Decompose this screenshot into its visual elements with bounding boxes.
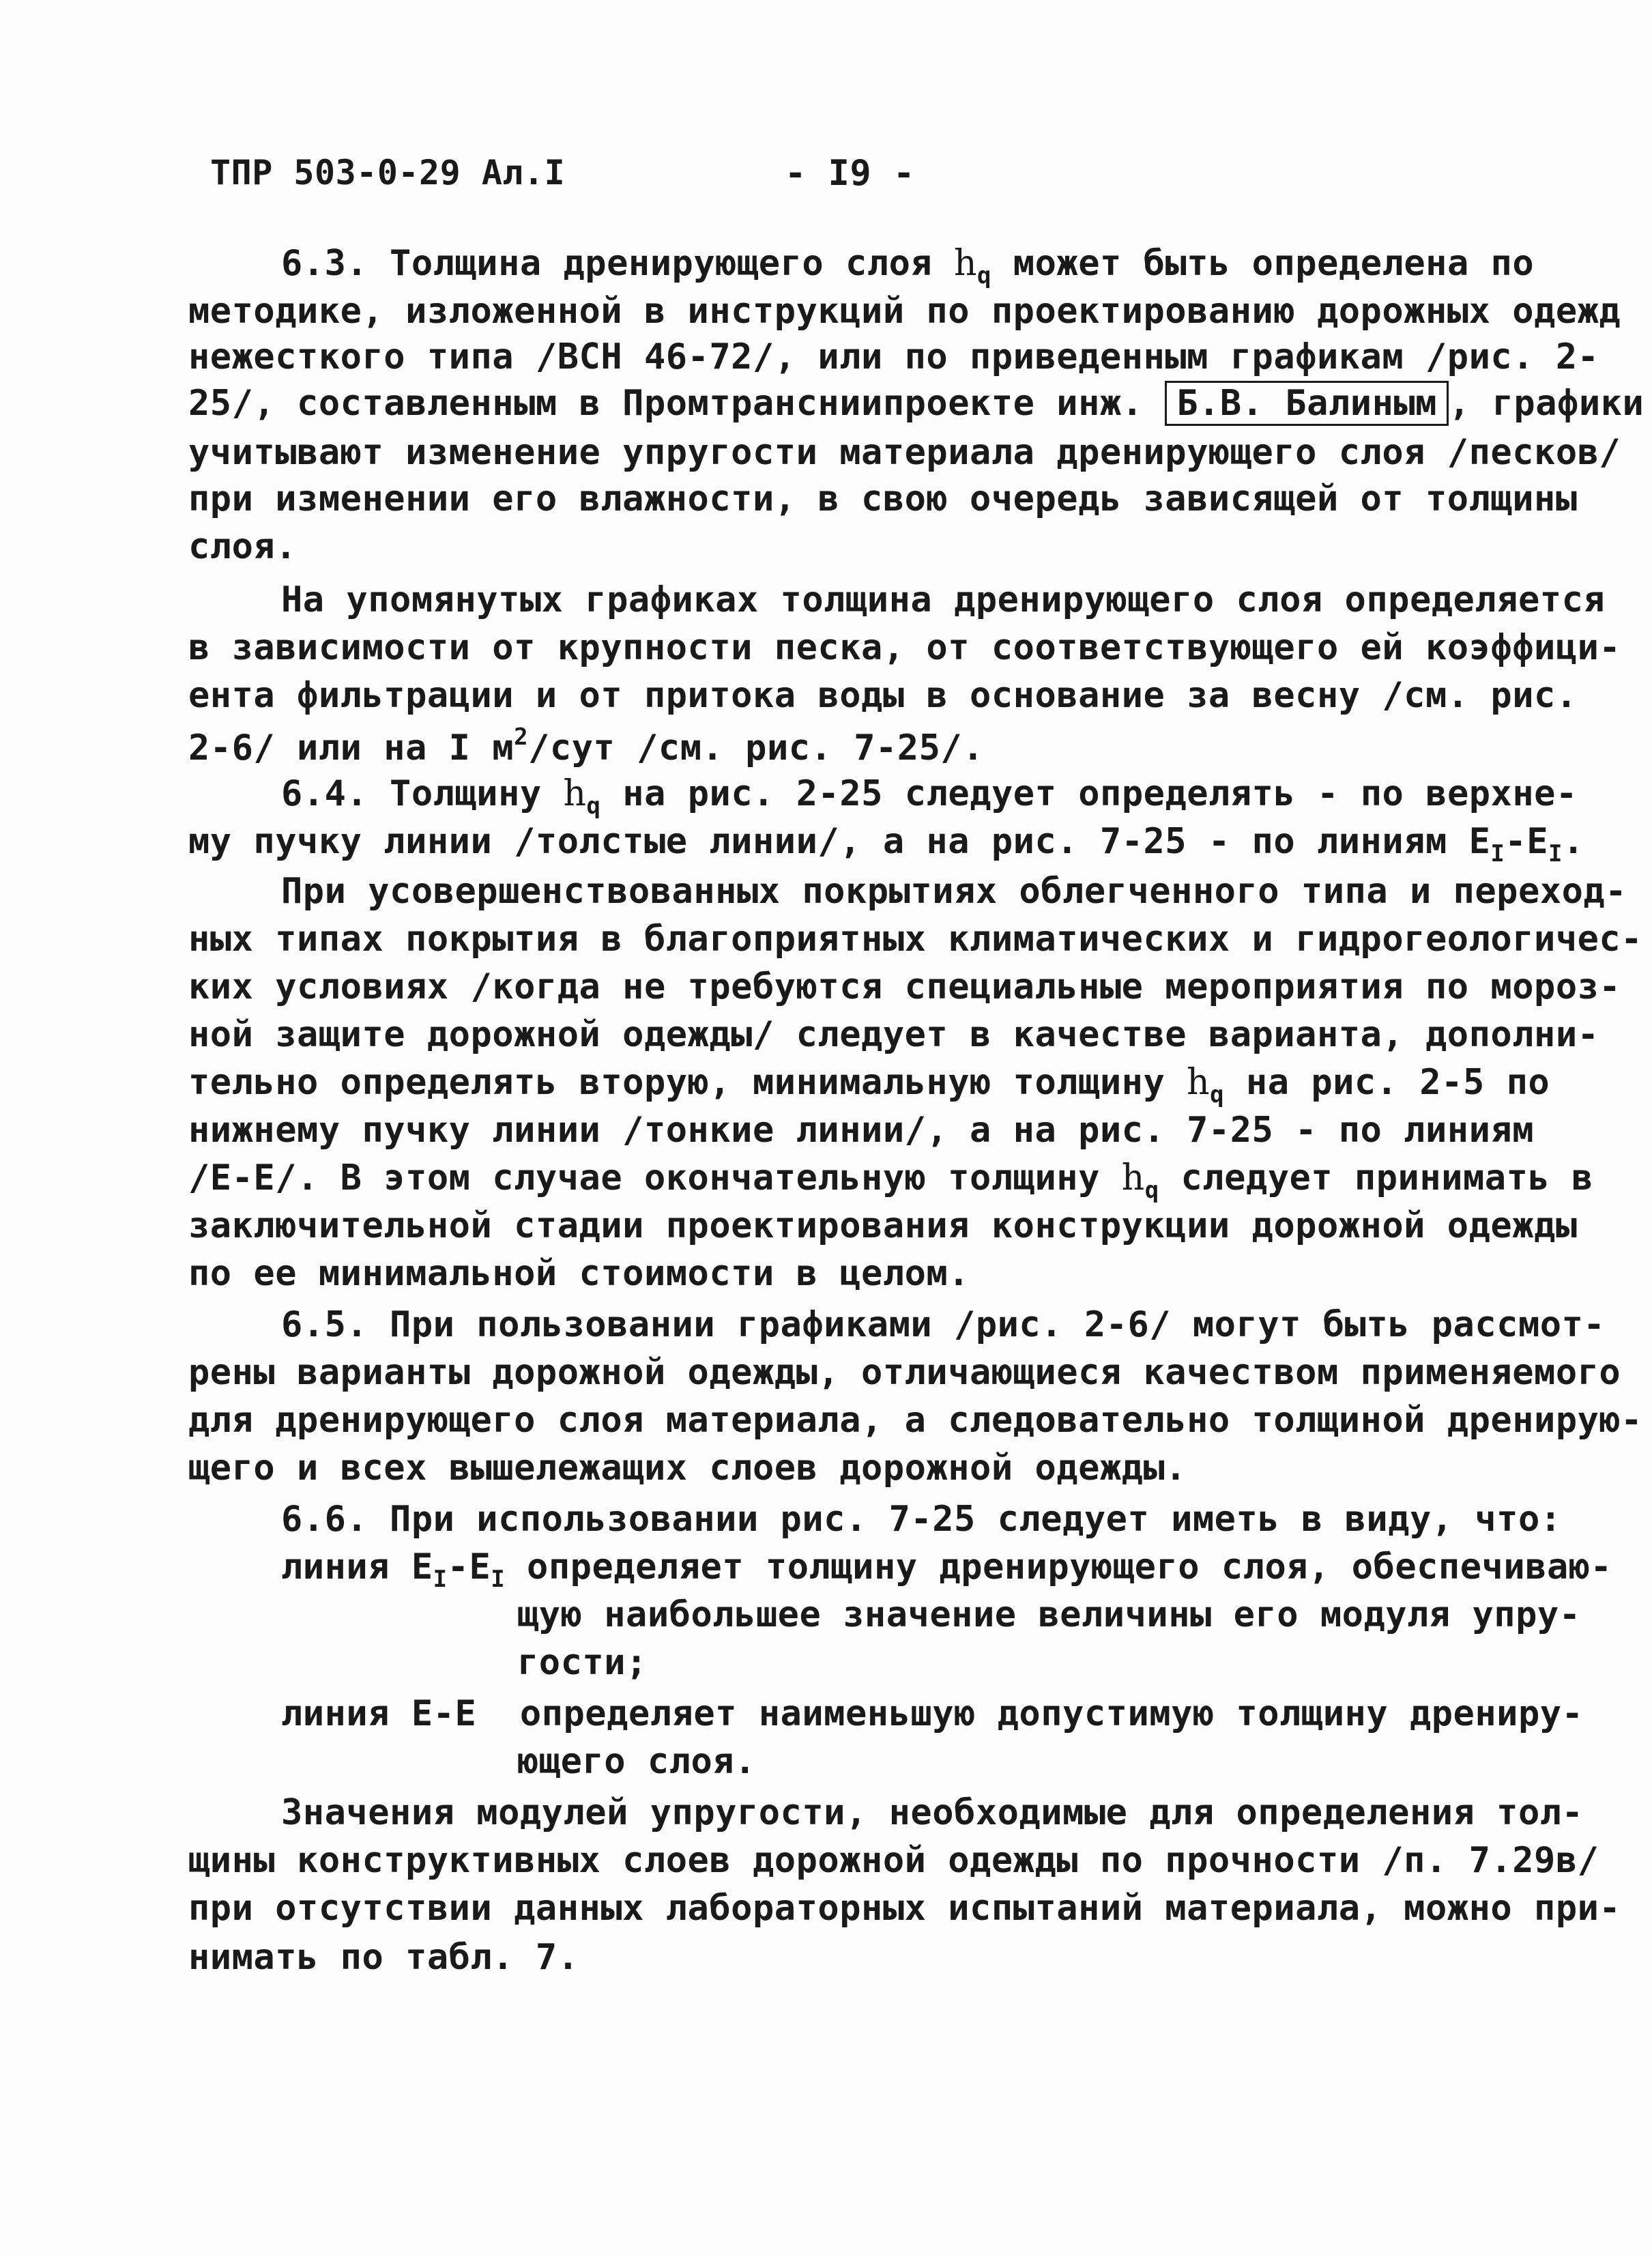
line-text: на рис. 2-5 по [1224,1062,1550,1103]
text-line [188,478,1578,519]
text-line [517,1741,756,1782]
line-text: щую наибольшее значение величины его модуля упру- [517,1594,1581,1635]
line-text: /Е-Е/. В этом случае окончательную толщину [188,1158,1122,1198]
subscript: q [977,262,991,289]
line-text: может быть определена по [991,243,1535,284]
line-text: в зависимости от крупности песка, от соответствующего ей коэффици- [188,627,1621,668]
subscript: q [586,792,601,820]
line-text: слоя. [188,526,298,567]
line-text: При усовершенствованных покрытиях облегченного типа и переход- [281,871,1627,912]
symbol-h: h [954,243,978,284]
text-line [188,675,1578,716]
text-line [188,1840,1599,1881]
text-line [188,1937,579,1978]
text-line [188,1253,970,1294]
line-text: -E [1505,821,1549,862]
line-text: тельно определять вторую, минимальную толщину [188,1062,1187,1103]
line-text: нимать по табл. 7. [188,1937,579,1978]
text-line [188,526,298,567]
line-text: методике, изложенной в инструкций по проектированию дорожных одежд [188,291,1621,332]
text-line [188,336,1599,377]
text-line [188,291,1621,332]
line-text: учитывают изменение упругости материала дренирующего слоя /песков/ [188,432,1621,473]
text-line [188,1160,1593,1202]
text-line [281,1792,1584,1833]
text-line [188,1110,1535,1151]
text-line [188,627,1621,668]
subscript: I [1490,840,1505,867]
text-line [188,919,1643,960]
subscript: I [1548,840,1563,867]
text-line [281,773,1578,820]
text-line [281,1693,1584,1734]
line-text: 6.4. Толщину [281,773,564,814]
line-text: 25/, составленным в Промтрансниипроекте инж. [188,383,1165,424]
text-line [188,966,1621,1007]
line-text: щего и всех вышележащих слоев дорожной одежды. [188,1448,1187,1489]
line-text: -E [447,1547,491,1587]
line-text: рены варианты дорожной одежды, отличающиеся качеством применяемого [188,1352,1621,1393]
line-text: 2-6/ или на I м [188,728,515,768]
text-line [281,243,1535,289]
line-text: ента фильтрации и от притока воды в основание за весну /см. рис. [188,675,1578,716]
line-text: по ее минимальной стоимости в целом. [188,1253,970,1294]
subscript: I [433,1566,448,1593]
line-text: ных типах покрытия в благоприятных климатических и гидрогеологичес- [188,919,1643,960]
line-text: . [1563,821,1584,862]
line-text: ких условиях /когда не требуются специальные мероприятия по мороз- [188,966,1621,1007]
text-line [281,579,1606,620]
text-line [281,1304,1606,1345]
line-text: На упомянутых графиках толщина дренирующего слоя определяется [281,579,1606,620]
subscript: q [1144,1177,1159,1204]
line-text: ющего слоя. [517,1741,756,1782]
page-number: - I9 - [785,153,915,194]
line-text: нежесткого типа /ВСН 46-72/, или по приведенным графикам /рис. 2- [188,336,1599,377]
line-text: линия E [281,1547,433,1587]
superscript: 2 [514,723,529,751]
line-text: при отсутствии данных лабораторных испытаний материала, можно при- [188,1888,1621,1929]
text-line [188,1400,1643,1441]
symbol-h: h [1187,1062,1211,1103]
text-line [188,1888,1621,1929]
text-line [188,1062,1550,1108]
line-text: ной защите дорожной одежды/ следует в качестве варианта, дополни- [188,1014,1599,1055]
text-line [188,821,1584,867]
symbol-h: h [1121,1158,1145,1198]
line-text: щины конструктивных слоев дорожной одежды по прочности /п. 7.29в/ [188,1840,1599,1881]
line-text: 6.3. Толщина дренирующего слоя [281,243,955,284]
line-text: определяет толщину дренирующего слоя, обеспечиваю- [505,1547,1612,1587]
text-line [517,1594,1581,1635]
line-text: /сут /см. рис. 7-25/. [528,728,985,768]
line-text: нижнему пучку линии /тонкие линии/, а на рис. 7-25 - по линиям [188,1110,1535,1151]
line-text: Значения модулей упругости, необходимые для определения тол- [281,1792,1584,1833]
line-text: 6.5. При пользовании графиками /рис. 2-6/ могут быть рассмот- [281,1304,1606,1345]
line-text: на рис. 2-25 следует определять - по верхне- [600,773,1578,814]
line-text: му пучку линии /толстые линии/, а на рис. 7-25 - по линиям E [188,821,1491,862]
text-line [188,432,1621,473]
boxed-name: Б.В. Балиным [1165,381,1449,426]
text-line [188,1014,1599,1055]
line-text: при изменении его влажности, в свою очередь зависящей от толщины [188,478,1578,519]
text-line [281,1499,1562,1540]
text-line [188,1448,1187,1489]
text-line [188,1352,1621,1393]
line-text: , графики [1449,383,1644,424]
line-text: для дренирующего слоя материала, а следовательно толщиной дренирую- [188,1400,1643,1441]
text-line [188,725,984,766]
symbol-h: h [563,773,587,814]
text-line [281,871,1627,912]
line-text: гости; [517,1642,648,1683]
doc-code-stamp: ТПР 503-0-29 Ал.I [210,153,566,192]
line-text: линия Е-Е определяет наименьшую допустимую толщину дрениру- [281,1693,1584,1734]
line-text: следует принимать в [1159,1158,1593,1198]
subscript: q [1210,1081,1225,1108]
line-text: 6.6. При использовании рис. 7-25 следует иметь в виду, что: [281,1499,1562,1540]
subscript: I [491,1566,506,1593]
line-text: заключительной стадии проектирования конструкции дорожной одежды [188,1205,1578,1246]
text-line [517,1642,648,1683]
text-line [188,383,1644,424]
text-line [281,1549,1612,1591]
text-line [188,1205,1578,1246]
